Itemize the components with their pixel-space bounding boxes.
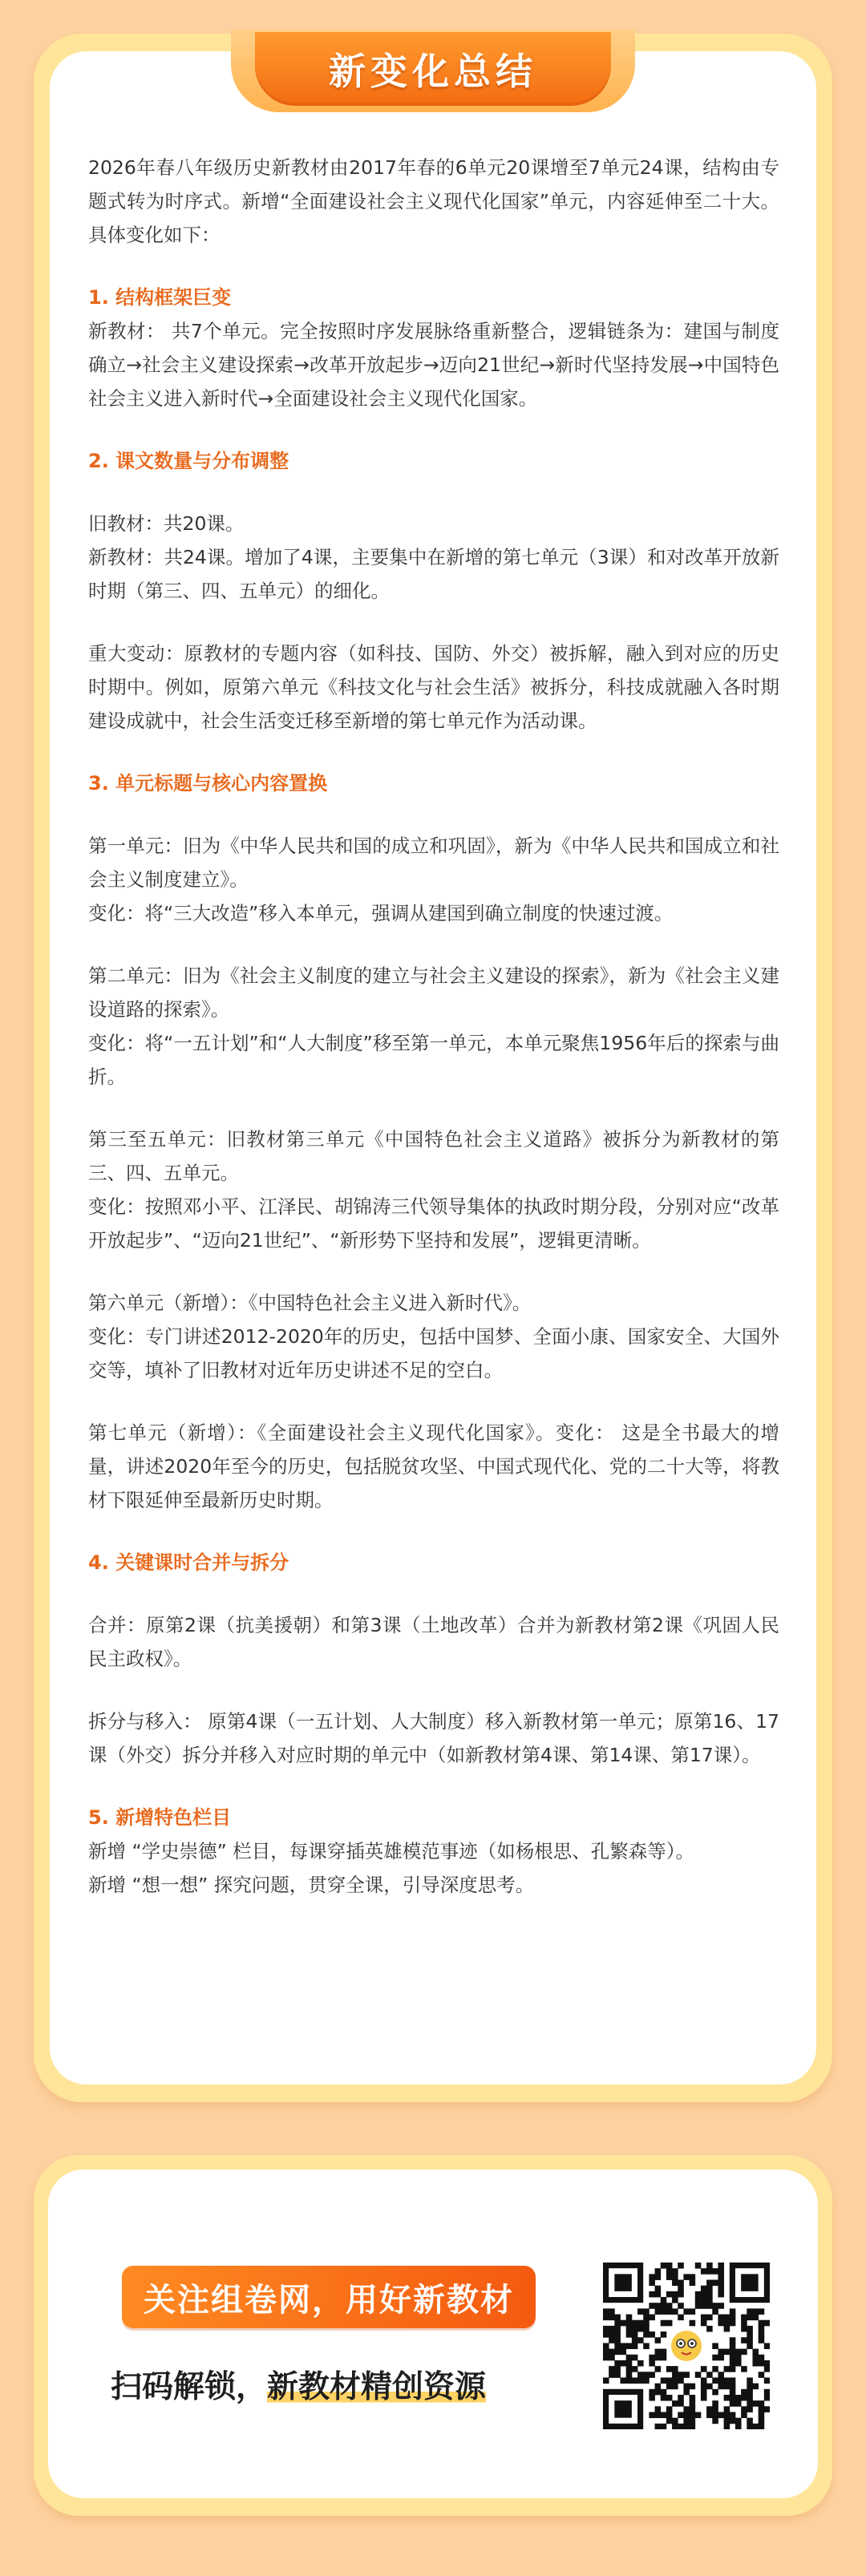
section-heading-lessons: 2. 课文数量与分布调整 — [88, 450, 289, 472]
unit3-5-title-paragraph: 第三至五单元：旧教材第三单元《中国特色社会主义道路》被拆分为新教材的第三、四、五单元。 — [88, 1128, 779, 1184]
unit1-change-paragraph: 变化：将“三大改造”移入本单元，强调从建国到确立制度的快速过渡。 — [88, 902, 674, 924]
feature-think-paragraph: 新增 “想一想” 探究问题，贯穿全课，引导深度思考。 — [88, 1874, 535, 1896]
unit6-title-paragraph: 第六单元（新增）：《中国特色社会主义进入新时代》。 — [88, 1292, 532, 1314]
summary-content — [88, 151, 779, 1902]
unit7-paragraph: 第七单元（新增）：《全面建设社会主义现代化国家》。变化： 这是全书最大的增量，讲述2020年至今的历史，包括脱贫攻坚、中国式现代化、党的二十大等，将教材下限延伸至最新历史时期。 — [88, 1421, 779, 1511]
section-heading-structure: 1. 结构框架巨变 — [88, 286, 232, 309]
unit2-title-paragraph: 第二单元：旧为《社会主义制度的建立与社会主义建设的探索》，新为《社会主义建设道路的探索》。 — [88, 964, 779, 1021]
title-banner — [255, 32, 611, 106]
split-paragraph: 拆分与移入： 原第4课（一五计划、人大制度）移入新教材第一单元；原第16、17课（外交）拆分并移入对应时期的单元中（如新教材第4课、第14课、第17课）。 — [88, 1710, 779, 1766]
section-heading-units: 3. 单元标题与核心内容置换 — [88, 772, 328, 795]
old-textbook-paragraph: 旧教材：共20课。 — [88, 512, 245, 535]
unit3-5-change-paragraph: 变化：按照邓小平、江泽民、胡锦涛三代领导集体的执政时期分段，分别对应“改革开放起步”、“迈向21世纪”、“新形势下坚持和发展”，逻辑更清晰。 — [88, 1195, 779, 1252]
qr-code-graphic — [603, 2263, 770, 2429]
promo-subtitle — [111, 2362, 560, 2407]
major-change-paragraph: 重大变动：原教材的专题内容（如科技、国防、外交）被拆解，融入到对应的历史时期中。例如，原第六单元《科技文化与社会生活》被拆分，科技成就融入各时期建设成就中，社会生活变迁移至新增的第七单元作为活动课。 — [88, 642, 779, 732]
unit2-change-paragraph: 变化：将“一五计划”和“人大制度”移至第一单元，本单元聚焦1956年后的探索与曲折。 — [88, 1032, 779, 1088]
unit1-title-paragraph: 第一单元：旧为《中华人民共和国的成立和巩固》，新为《中华人民共和国成立和社会主义制度建立》。 — [88, 835, 779, 891]
promo-subtitle-prefix: 扫码解锁， — [111, 2369, 268, 2405]
section-heading-features: 5. 新增特色栏目 — [88, 1806, 232, 1829]
promo-banner-text: 关注组卷网，用好新教材 — [144, 2281, 514, 2319]
promo-subtitle-highlight: 新教材精创资源 — [267, 2369, 487, 2405]
section-heading-merge-split: 4. 关键课时合并与拆分 — [88, 1551, 289, 1574]
page-title: 新变化总结 — [329, 50, 537, 93]
promo-banner — [122, 2266, 536, 2328]
new-textbook-paragraph: 新教材：共24课。增加了4课，主要集中在新增的第七单元（3课）和对改革开放新时期（第三、四、五单元）的细化。 — [88, 546, 779, 602]
unit6-change-paragraph: 变化：专门讲述2012-2020年的历史，包括中国梦、全面小康、国家安全、大国外交等，填补了旧教材对近年历史讲述不足的空白。 — [88, 1325, 779, 1381]
qr-code-icon[interactable] — [603, 2263, 770, 2429]
intro-paragraph: 2026年春八年级历史新教材由2017年春的6单元20课增至7单元24课，结构由专题式转为时序式。新增“全面建设社会主义现代化国家”单元，内容延伸至二十大。具体变化如下： — [88, 156, 779, 246]
feature-history-virtue-paragraph: 新增 “学史崇德” 栏目，每课穿插英雄模范事迹（如杨根思、孔繁森等）。 — [88, 1840, 695, 1862]
structure-paragraph: 新教材： 共7个单元。完全按照时序发展脉络重新整合，逻辑链条为：建国与制度确立→社会主义建设探索→改革开放起步→迈向21世纪→新时代坚持发展→中国特色社会主义进入新时代→全面建设社会主义现代化国家。 — [88, 320, 779, 410]
merge-paragraph: 合并：原第2课（抗美援朝）和第3课（土地改革）合并为新教材第2课《巩固人民民主政权》。 — [88, 1614, 779, 1670]
